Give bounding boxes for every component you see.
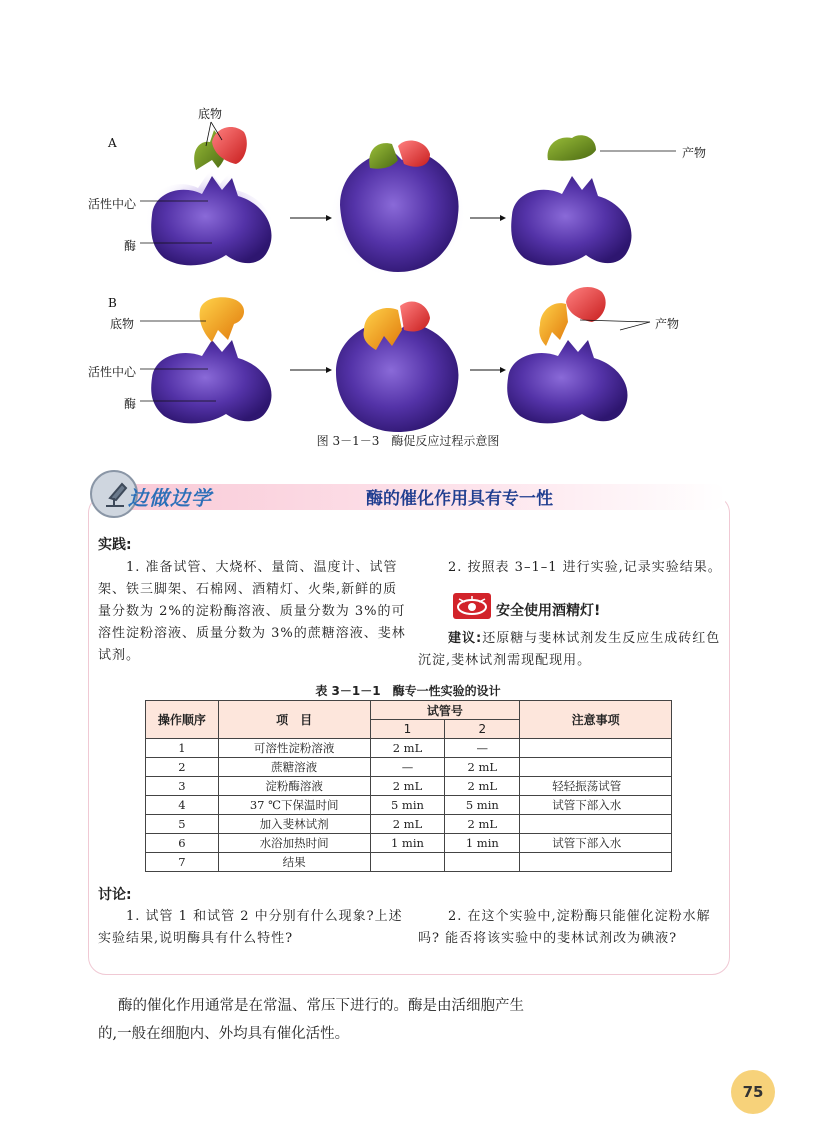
row-b-letter: B [108,296,117,310]
cell-tube-1: 2 mL [370,815,445,834]
cell-note: 轻轻振荡试管 [520,777,672,796]
cell-item: 37 ℃下保温时间 [218,796,370,815]
cell-item: 结果 [218,853,370,872]
table-row [146,796,672,815]
practice-step-2: 2. 按照表 3–1–1 进行实验,记录实验结果。 [448,560,722,575]
header-order: 操作顺序 [146,701,219,739]
cell-order: 7 [146,853,219,872]
enzyme-reaction-figure [0,0,816,460]
arrow-b-2 [470,367,506,373]
row-a-enzyme-1 [145,170,274,268]
body-paragraph: 酶的催化作用通常是在常温、常压下进行的。酶是由活细胞产生的,一般在细胞内、外均具有催化活性。 [98,998,524,1042]
row-b-enzyme-3 [507,340,627,423]
row-a-product-label: 产物 [682,146,707,160]
discussion-question-2: 2. 在这个实验中,淀粉酶只能催化淀粉水解吗? 能否将该实验中的斐林试剂改为碘液? [418,909,711,946]
practice-step-1: 1. 准备试管、大烧杯、量筒、温度计、试管架、铁三脚架、石棉网、酒精灯、火柴,新鲜的质量分数为 2%的淀粉酶溶液、质量分数为 3%的可溶性淀粉溶液、质量分数为 3%的蔗糖溶液、斐林试剂。 [98,560,406,663]
cell-tube-2: 2 mL [445,815,520,834]
row-b-substrate-label: 底物 [110,317,135,331]
cell-order: 5 [146,815,219,834]
cell-tube-1: 1 min [370,834,445,853]
cell-note [520,739,672,758]
header-note: 注意事项 [520,701,672,739]
eye-warning-icon [453,593,491,619]
row-b-product-orange [539,303,568,346]
cell-tube-1: 2 mL [370,777,445,796]
cell-order: 2 [146,758,219,777]
row-b-enzyme-1 [151,340,271,423]
cell-tube-2: 2 mL [445,758,520,777]
row-a-letter: A [108,136,117,150]
table-row [146,815,672,834]
activity-brand: 边做边学 [128,486,212,510]
arrow-b-1 [290,367,332,373]
table-row [146,758,672,777]
practice-heading: 实践: [98,537,132,553]
cell-item: 水浴加热时间 [218,834,370,853]
experiment-table [145,700,672,872]
table-row [146,739,672,758]
cell-note [520,758,672,777]
row-b-enzyme-label: 酶 [124,397,137,411]
cell-item: 可溶性淀粉溶液 [218,739,370,758]
header-tube-1: 1 [370,720,445,739]
cell-order: 3 [146,777,219,796]
figure-caption: 图 3－1－3 酶促反应过程示意图 [316,434,500,448]
cell-tube-2: — [445,739,520,758]
header-tube-group: 试管号 [370,701,520,720]
discussion-heading: 讨论: [98,887,132,903]
cell-tube-2 [445,853,520,872]
row-a-product-green [548,135,596,160]
cell-tube-2: 2 mL [445,777,520,796]
cell-item: 蔗糖溶液 [218,758,370,777]
safety-title: 安全使用酒精灯! [496,603,601,619]
row-a-enzyme-2 [330,150,466,278]
cell-tube-2: 5 min [445,796,520,815]
cell-item: 加入斐林试剂 [218,815,370,834]
header-item: 项 目 [218,701,370,739]
cell-note: 试管下部入水 [520,796,672,815]
suggestion-text: 还原糖与斐林试剂发生反应生成砖红色沉淀,斐林试剂需现配现用。 [418,631,721,668]
activity-title: 酶的催化作用具有专一性 [366,489,553,509]
arrow-a-2 [470,215,506,221]
cell-tube-1 [370,853,445,872]
table-caption: 表 3－1－1 酶专一性实验的设计 [315,684,501,698]
cell-note: 试管下部入水 [520,834,672,853]
table-row [146,834,672,853]
cell-note [520,853,672,872]
cell-tube-1: 5 min [370,796,445,815]
table-row [146,853,672,872]
row-a-substrate-label: 底物 [198,107,223,121]
suggestion-label: 建议: [448,631,483,646]
cell-order: 4 [146,796,219,815]
row-b-substrate-orange [200,297,244,342]
cell-tube-2: 1 min [445,834,520,853]
discussion-question-1: 1. 试管 1 和试管 2 中分别有什么现象?上述实验结果,说明酶具有什么特性? [98,909,403,946]
cell-tube-1: — [370,758,445,777]
row-b-product-label: 产物 [655,317,680,331]
cell-order: 1 [146,739,219,758]
header-tube-2: 2 [445,720,520,739]
arrow-a-1 [290,215,332,221]
row-b-active-site-label: 活性中心 [88,365,137,379]
cell-note [520,815,672,834]
row-a-active-site-label: 活性中心 [88,197,137,211]
page-number: 75 [731,1070,775,1114]
row-a-enzyme-3 [511,176,631,265]
table-row [146,777,672,796]
suggestion [418,628,722,672]
row-b-product-red [566,287,606,322]
cell-tube-1: 2 mL [370,739,445,758]
row-a-enzyme-label: 酶 [124,239,137,253]
cell-order: 6 [146,834,219,853]
cell-item: 淀粉酶溶液 [218,777,370,796]
